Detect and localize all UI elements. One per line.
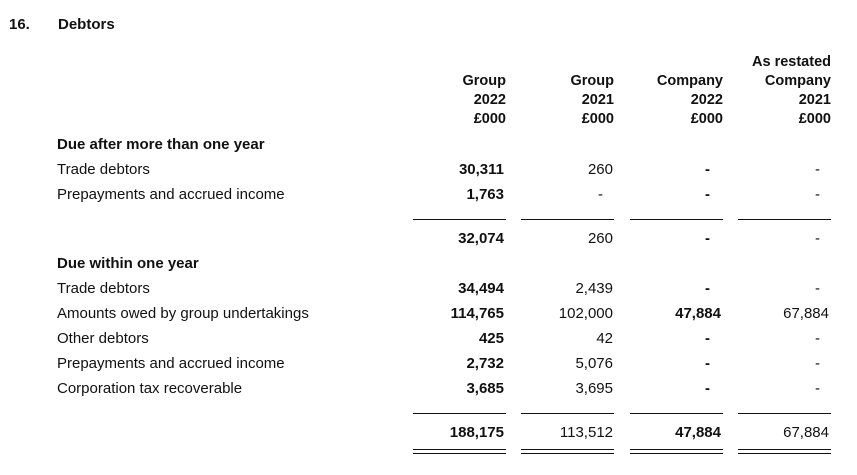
subtotal-rule <box>630 219 723 220</box>
cell-group-2022: 1,763 <box>466 186 504 203</box>
cell-group-2022: 30,311 <box>458 161 504 178</box>
subtotal-rule <box>413 219 506 220</box>
total-double-rule <box>630 449 723 450</box>
cell-group-2022: 34,494 <box>458 280 504 297</box>
cell-company-2022: 47,884 <box>675 305 721 322</box>
column-header-line: Group <box>462 73 506 89</box>
total-group-2022: 188,175 <box>449 424 504 441</box>
column-header-line: £000 <box>690 111 723 127</box>
total-group-2022: 32,074 <box>458 230 504 247</box>
cell-company-2022: - <box>705 380 710 397</box>
cell-group-2021: 2,439 <box>575 280 613 297</box>
column-header-line: 2021 <box>581 92 614 108</box>
column-header-line: £000 <box>581 111 614 127</box>
total-double-rule <box>413 449 506 450</box>
column-header-line: Company <box>764 73 831 89</box>
cell-company-2021: - <box>815 280 820 297</box>
column-header-group-2021 <box>571 72 615 129</box>
row-label: Prepayments and accrued income <box>57 355 285 372</box>
cell-company-2021: - <box>815 161 820 178</box>
cell-group-2022: 3,685 <box>466 380 504 397</box>
cell-group-2021: 5,076 <box>575 355 613 372</box>
cell-company-2021: - <box>815 355 820 372</box>
group-title-after-one-year: Due after more than one year <box>57 136 265 153</box>
cell-group-2022: 2,732 <box>466 355 504 372</box>
cell-company-2022: - <box>705 280 710 297</box>
row-label: Amounts owed by group undertakings <box>57 305 309 322</box>
cell-group-2022: 425 <box>478 330 504 347</box>
section-number: 16. <box>9 16 30 33</box>
subtotal-rule <box>738 219 831 220</box>
total-double-rule <box>413 453 506 454</box>
column-header-line: 2022 <box>473 92 506 108</box>
subtotal-rule <box>738 413 831 414</box>
column-header-group-2022 <box>463 72 507 129</box>
cell-group-2021: 42 <box>596 330 613 347</box>
row-label: Other debtors <box>57 330 149 347</box>
cell-company-2022: - <box>705 186 710 203</box>
cell-company-2022: - <box>705 330 710 347</box>
column-header-line: As restated <box>752 54 831 70</box>
column-header-line: Company <box>656 73 723 89</box>
row-label: Trade debtors <box>57 161 150 178</box>
total-double-rule <box>738 453 831 454</box>
cell-group-2021: 260 <box>587 161 613 178</box>
cell-company-2021: - <box>815 330 820 347</box>
column-header-line: £000 <box>798 111 831 127</box>
total-company-2021: - <box>815 230 820 247</box>
total-company-2021: 67,884 <box>783 424 829 441</box>
column-header-line: Group <box>570 73 614 89</box>
total-company-2022: 47,884 <box>675 424 721 441</box>
row-label: Prepayments and accrued income <box>57 186 285 203</box>
row-label: Corporation tax recoverable <box>57 380 243 397</box>
cell-group-2022: 114,765 <box>450 305 504 322</box>
total-group-2021: 260 <box>587 230 613 247</box>
cell-group-2021: 3,695 <box>575 380 613 397</box>
column-header-line: 2022 <box>690 92 723 108</box>
cell-company-2021: - <box>815 186 820 203</box>
total-double-rule <box>521 453 614 454</box>
subtotal-rule <box>521 413 614 414</box>
column-header-company-2022 <box>657 72 723 129</box>
total-group-2021: 113,512 <box>559 424 613 441</box>
group-title-within-one-year: Due within one year <box>57 255 199 272</box>
section-title: Debtors <box>58 16 115 33</box>
row-label: Trade debtors <box>57 280 150 297</box>
cell-group-2021: - <box>598 186 603 203</box>
cell-group-2021: 102,000 <box>558 305 613 322</box>
cell-company-2022: - <box>705 161 710 178</box>
total-double-rule <box>738 449 831 450</box>
subtotal-rule <box>521 219 614 220</box>
cell-company-2021: 67,884 <box>783 305 829 322</box>
total-double-rule <box>521 449 614 450</box>
total-company-2022: - <box>705 230 710 247</box>
column-header-line: 2021 <box>798 92 831 108</box>
column-header-company-2021-restated <box>752 53 831 129</box>
cell-company-2021: - <box>815 380 820 397</box>
subtotal-rule <box>630 413 723 414</box>
cell-company-2022: - <box>705 355 710 372</box>
total-double-rule <box>630 453 723 454</box>
column-header-line: £000 <box>473 111 506 127</box>
subtotal-rule <box>413 413 506 414</box>
